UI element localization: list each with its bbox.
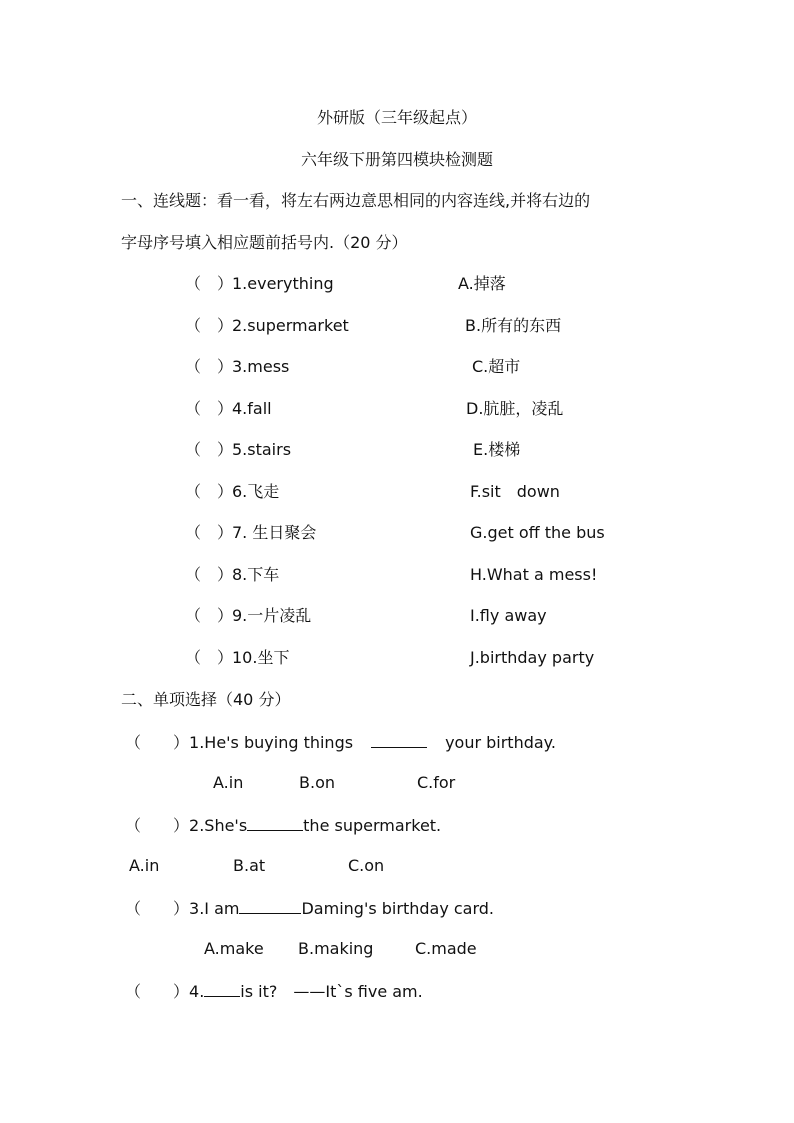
match-left-item: 10.坐下 (232, 648, 290, 667)
match-right-item: H.What a mess! (470, 565, 598, 584)
match-left-item: 8.下车 (232, 565, 280, 584)
section1-instruction-line1: 一、连线题：看一看，将左右两边意思相同的内容连线,并将右边的 (121, 191, 591, 210)
match-right-item: B.所有的东西 (465, 316, 562, 335)
question-3-stem-end: Daming's birthday card. (301, 899, 495, 918)
question-1-option-b: B.on (299, 773, 335, 792)
match-left-item: 4.fall (232, 399, 272, 418)
match-paren: （ ） (185, 523, 234, 542)
match-paren: （ ） (185, 357, 234, 376)
question-4 (125, 981, 423, 1002)
question-2-stem-start: 2.She's (189, 816, 248, 835)
question-4-stem-end: is it? ——It`s five am. (240, 982, 423, 1001)
match-paren: （ ） (185, 440, 234, 459)
match-right-item: E.楼梯 (473, 440, 521, 459)
edition-label: 外研版（三年级起点） (316, 108, 477, 127)
match-paren: （ ） (185, 316, 234, 335)
match-right-item: C.超市 (472, 357, 521, 376)
answer-blank[interactable] (247, 815, 303, 831)
question-1 (125, 732, 556, 753)
match-right-item: G.get off the bus (470, 523, 605, 542)
question-3-option-b: B.making (298, 939, 374, 958)
answer-blank[interactable] (204, 981, 240, 997)
match-left-item: 6.飞走 (232, 482, 280, 501)
match-left-item: 7. 生日聚会 (232, 523, 317, 542)
match-right-item: A.掉落 (458, 274, 506, 293)
question-3-option-a: A.make (204, 939, 264, 958)
match-paren: （ ） (185, 565, 234, 584)
page-title: 六年级下册第四模块检测题 (300, 150, 493, 169)
match-paren: （ ） (185, 274, 234, 293)
section1-instruction-line2: 字母序号填入相应题前括号内.（20 分） (121, 233, 408, 252)
match-right-item: I.fly away (470, 606, 547, 625)
question-1-option-c: C.for (417, 773, 456, 792)
question-2-option-b: B.at (233, 856, 266, 875)
match-paren: （ ） (185, 606, 234, 625)
question-2-stem-end: the supermarket. (303, 816, 442, 835)
match-left-item: 1.everything (232, 274, 334, 293)
match-left-item: 9.一片凌乱 (232, 606, 312, 625)
answer-paren: （ ） (125, 733, 190, 752)
question-4-stem-start: 4. (189, 982, 205, 1001)
match-left-item: 5.stairs (232, 440, 292, 459)
question-1-stem-start: 1.He's buying things (189, 733, 354, 752)
answer-blank[interactable] (371, 732, 427, 748)
question-1-stem-end: your birthday. (445, 733, 556, 752)
question-2-option-c: C.on (348, 856, 385, 875)
answer-paren: （ ） (125, 816, 190, 835)
question-2 (125, 815, 441, 836)
question-3 (125, 898, 494, 919)
section2-heading: 二、单项选择（40 分） (121, 690, 291, 709)
answer-blank[interactable] (239, 898, 301, 914)
question-2-option-a: A.in (129, 856, 160, 875)
match-paren: （ ） (185, 482, 234, 501)
match-right-item: J.birthday party (470, 648, 595, 667)
match-left-item: 3.mess (232, 357, 290, 376)
question-1-option-a: A.in (213, 773, 244, 792)
match-paren: （ ） (185, 399, 234, 418)
answer-paren: （ ） (125, 899, 190, 918)
match-right-item: F.sit down (470, 482, 560, 501)
question-3-option-c: C.made (415, 939, 477, 958)
match-right-item: D.肮脏，凌乱 (466, 399, 564, 418)
match-left-item: 2.supermarket (232, 316, 349, 335)
question-3-stem-start: 3.I am (189, 899, 240, 918)
answer-paren: （ ） (125, 982, 190, 1001)
match-paren: （ ） (185, 648, 234, 667)
